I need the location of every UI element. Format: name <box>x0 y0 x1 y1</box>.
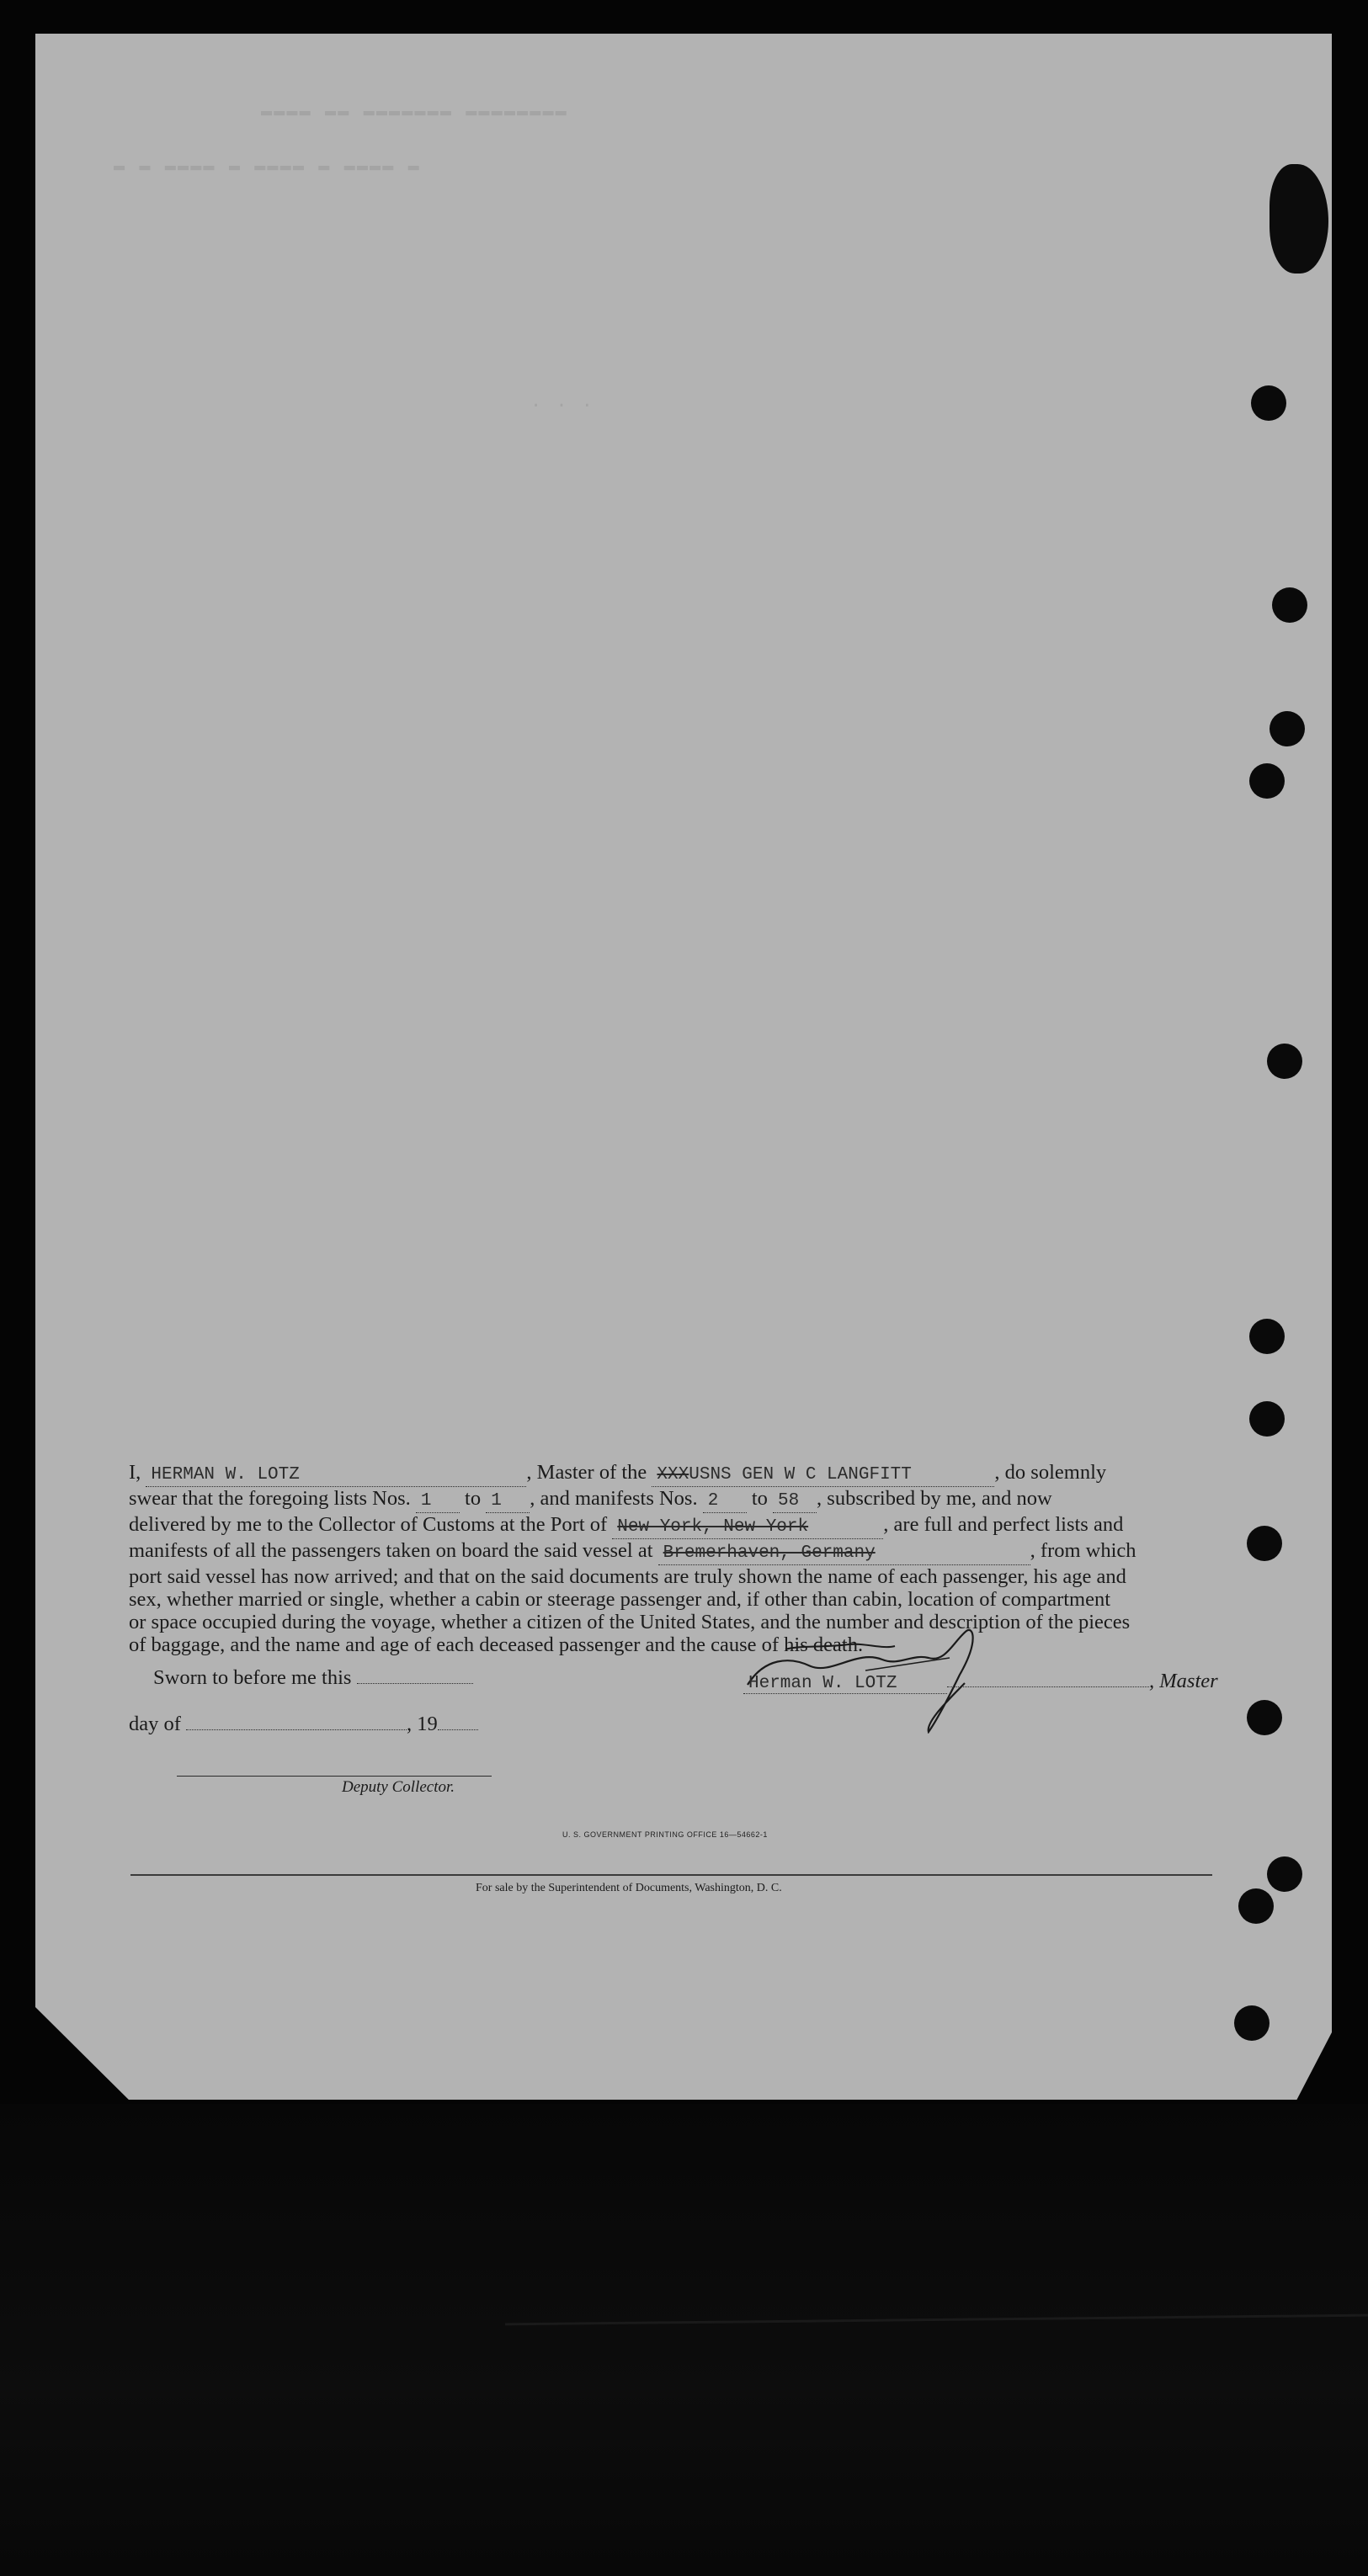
printing-office-imprint: U. S. GOVERNMENT PRINTING OFFICE 16—54662-1 <box>562 1830 768 1839</box>
bleed-through-mark: ▬▬▬▬ ▬▬ ▬▬▬▬▬▬▬ ▬▬▬▬▬▬▬▬ <box>261 101 568 122</box>
to-text: to <box>465 1487 482 1510</box>
master-sig-blank <box>947 1670 1149 1687</box>
document-page <box>35 34 1332 2100</box>
punch-hole <box>1249 1401 1285 1437</box>
footer-rule <box>130 1874 1212 1876</box>
oath-line-6: sex, whether married or single, whether a cabin or steerage passenger and, if other than cabin, location of compartment <box>129 1588 1111 1611</box>
port-field: New York, New York <box>612 1516 883 1539</box>
punch-hole <box>1249 1319 1285 1354</box>
punch-hole <box>1238 1888 1274 1924</box>
bleed-through-mark: ▬ ▬ ▬▬▬▬ ▬ ▬▬▬▬ ▬ ▬▬▬▬ ▬ <box>114 156 421 177</box>
day-of-text: day of <box>129 1713 181 1735</box>
master-suffix: , Master <box>1149 1670 1218 1692</box>
oath-line-1 <box>129 1461 1216 1487</box>
punch-hole <box>1249 763 1285 799</box>
delivered-text: delivered by me to the Collector of Customs at the Port of <box>129 1513 608 1536</box>
oath-line-5: port said vessel has now arrived; and that on the said documents are truly shown the name of each passenger, his age and <box>129 1565 1126 1588</box>
punch-hole <box>1267 1856 1302 1892</box>
sworn-date-blank <box>357 1666 473 1684</box>
sale-notice: For sale by the Superintendent of Documents, Washington, D. C. <box>476 1882 782 1894</box>
oath-paragraph <box>129 1461 1216 1656</box>
oath-line-3 <box>129 1513 1216 1539</box>
sworn-text: Sworn to before me this <box>153 1666 352 1689</box>
lists-to-field: 1 <box>486 1490 530 1513</box>
oath-line-2 <box>129 1487 1216 1513</box>
punch-hole <box>1267 1044 1302 1079</box>
manifests-text: manifests of all the passengers taken on board the said vessel at <box>129 1539 653 1562</box>
punch-hole <box>1251 385 1286 421</box>
day-of-blank <box>186 1713 407 1730</box>
manifests-from-field: 2 <box>703 1490 747 1513</box>
punch-hole <box>1272 587 1307 623</box>
punch-hole <box>1234 2005 1270 2041</box>
master-name-field: HERMAN W. LOTZ <box>146 1463 526 1487</box>
day-of-line <box>129 1713 478 1736</box>
from-port-field: Bremerhaven, Germany <box>658 1542 1030 1565</box>
year-blank <box>438 1713 478 1730</box>
master-of-the-text: , Master of the <box>526 1461 647 1484</box>
oath-prefix: I, <box>129 1461 141 1484</box>
torn-edge-blot <box>1270 164 1328 274</box>
ship-name: USNS GEN W C LANGFITT <box>689 1465 912 1485</box>
punch-hole <box>1247 1526 1282 1561</box>
ship-name-field <box>652 1463 994 1487</box>
oath-line-8: of baggage, and the name and age of each deceased passenger and the cause of his death. <box>129 1633 864 1656</box>
deputy-collector-label: Deputy Collector. <box>342 1778 455 1796</box>
ship-name-struck: XXX <box>657 1465 689 1485</box>
from-which-text: , from which <box>1030 1539 1136 1562</box>
swear-text: swear that the foregoing lists Nos. <box>129 1487 411 1510</box>
punch-hole <box>1247 1700 1282 1735</box>
master-signature-line <box>743 1670 1218 1694</box>
year-prefix: , 19 <box>407 1713 438 1735</box>
scan-background <box>0 2104 1368 2576</box>
subscribed-text: , subscribed by me, and now <box>817 1487 1052 1510</box>
and-manifests-text: , and manifests Nos. <box>530 1487 698 1510</box>
do-solemnly-text: , do solemnly <box>994 1461 1107 1484</box>
to-text: to <box>751 1487 768 1510</box>
sworn-line <box>153 1666 473 1690</box>
punch-hole <box>1270 711 1305 746</box>
oath-line-4 <box>129 1539 1216 1565</box>
full-perfect-text: , are full and perfect lists and <box>883 1513 1124 1536</box>
bleed-through-mark: . . . <box>530 391 595 412</box>
manifests-to-field: 58 <box>773 1490 817 1513</box>
deputy-signature-rule <box>177 1776 492 1777</box>
oath-line-7: or space occupied during the voyage, whether a citizen of the United States, and the number and description of the pieces <box>129 1611 1131 1633</box>
master-sig-name: Herman W. LOTZ <box>743 1674 947 1694</box>
lists-from-field: 1 <box>416 1490 460 1513</box>
